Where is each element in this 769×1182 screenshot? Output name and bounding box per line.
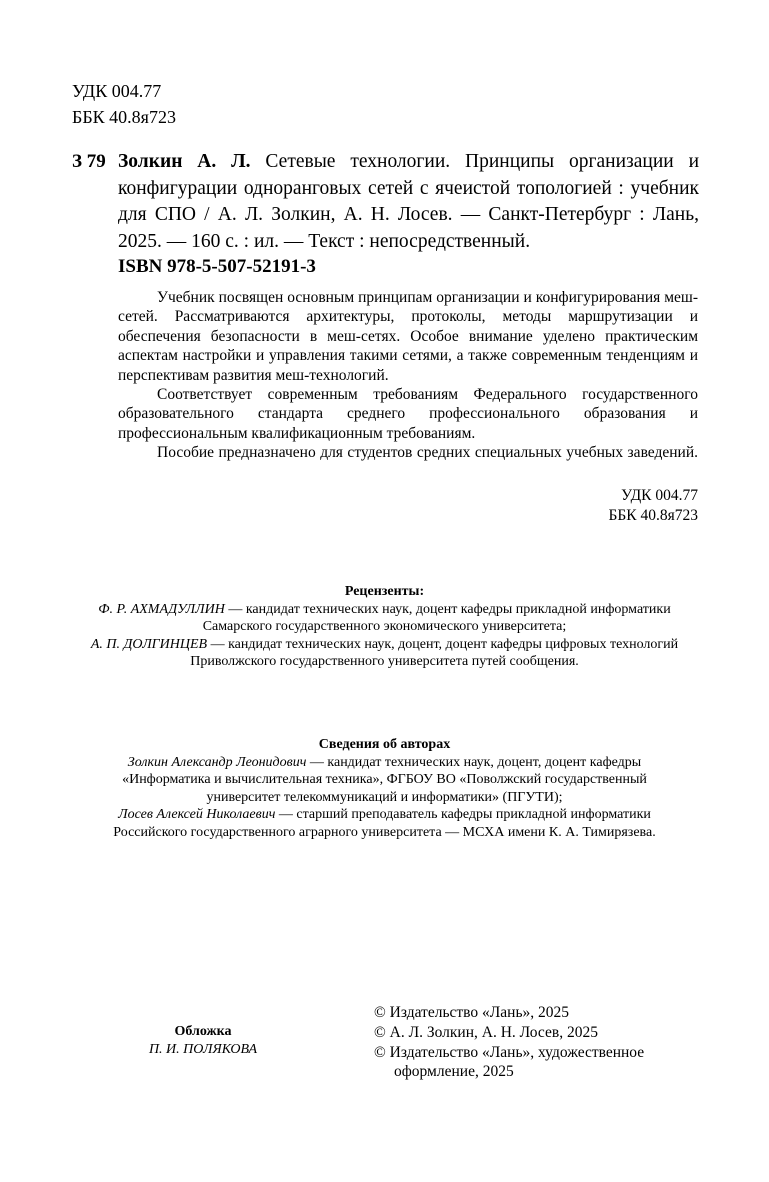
reviewer-credentials: — кандидат технических наук, доцент кафедры прикладной информатики: [224, 601, 671, 617]
copyright-block: [374, 1003, 644, 1082]
reviewer-entry: [0, 636, 769, 654]
author-credentials: — старший преподаватель кафедры прикладной информатики: [275, 807, 651, 823]
reviewer-affiliation: Самарского государственного экономического университета;: [202, 619, 567, 635]
udk-code: УДК 004.77: [621, 487, 698, 504]
reviewer-entry: [0, 601, 769, 619]
reviewer-name: А. П. ДОЛГИНЦЕВ: [90, 636, 208, 652]
reviewers-heading: Рецензенты:: [344, 584, 425, 599]
cover-designer: П. И. ПОЛЯКОВА: [148, 1041, 258, 1057]
authors-heading: Сведения об авторах: [318, 737, 451, 752]
authors-section: [0, 736, 769, 842]
reviewer-name: Ф. Р. АХМАДУЛЛИН: [98, 601, 225, 617]
author-name: Золкин Александр Леонидович: [127, 754, 307, 770]
author-affiliation: «Информатика и вычислительная техника», ФГБОУ ВО «Поволжский государственный: [122, 772, 647, 788]
author-affiliation: Российского государственного аграрного университета — МСХА имени К. А. Тимирязева.: [113, 824, 656, 840]
classification-bottom: [608, 486, 698, 526]
cover-credit: [118, 1023, 288, 1058]
abstract-paragraph: Соответствует современным требованиям Федерального государственного образовательного стандарта среднего профессионального образования и профессиональным квалификационным требованиям.: [118, 386, 698, 442]
cover-heading: Обложка: [174, 1024, 232, 1039]
reviewers-section: [0, 583, 769, 671]
bbk-code: ББК 40.8я723: [72, 107, 176, 127]
bibliographic-record: [118, 149, 699, 255]
copyright-line: © А. Л. Золкин, А. Н. Лосев, 2025: [374, 1023, 598, 1041]
reviewer-credentials: — кандидат технических наук, доцент, доцент кафедры цифровых технологий: [207, 636, 679, 652]
abstract-paragraph: Учебник посвящен основным принципам организации и конфигурирования меш-сетей. Рассматриваются архитектуры, протоколы, методы маршрутизации и обеспечения безопасности в меш-сетях. Особое внимание уделено практическим аспектам настройки и управления такими сетями, а также современным тенденциям и перспективам развития меш-технологий.: [118, 289, 698, 384]
record-description: Сетевые технологии. Принципы организации и конфигурации одноранговых сетей с ячеистой топологией : учебник для СПО / А. Л. Золкин, А. Н. Лосев. — Санкт-Петербург : Лань, 2025. — 160 с. : ил. — Текст : непосредственный.: [118, 151, 700, 252]
isbn: ISBN 978-5-507-52191-3: [118, 256, 316, 277]
author-name: Лосев Алексей Николаевич: [118, 807, 276, 823]
copyright-line: © Издательство «Лань», художественное: [374, 1043, 645, 1061]
author-affiliation: университет телекоммуникаций и информатики» (ПГУТИ);: [206, 789, 563, 805]
record-author: Золкин А. Л.: [118, 151, 251, 172]
classification-top: [72, 78, 176, 130]
author-entry: [0, 806, 769, 824]
author-entry: [0, 754, 769, 772]
author-sign: З 79: [72, 151, 106, 172]
copyright-line: © Издательство «Лань», 2025: [374, 1004, 570, 1021]
abstract-paragraph: Пособие предназначено для студентов средних специальных учебных заведений.: [157, 444, 698, 462]
copyright-line: оформление, 2025: [394, 1063, 514, 1081]
abstract: [118, 288, 698, 463]
reviewer-affiliation: Приволжского государственного университета путей сообщения.: [190, 654, 579, 670]
udk-code: УДК 004.77: [72, 81, 162, 101]
author-credentials: — кандидат технических наук, доцент, доцент кафедры: [306, 754, 642, 770]
bbk-code: ББК 40.8я723: [608, 507, 698, 524]
